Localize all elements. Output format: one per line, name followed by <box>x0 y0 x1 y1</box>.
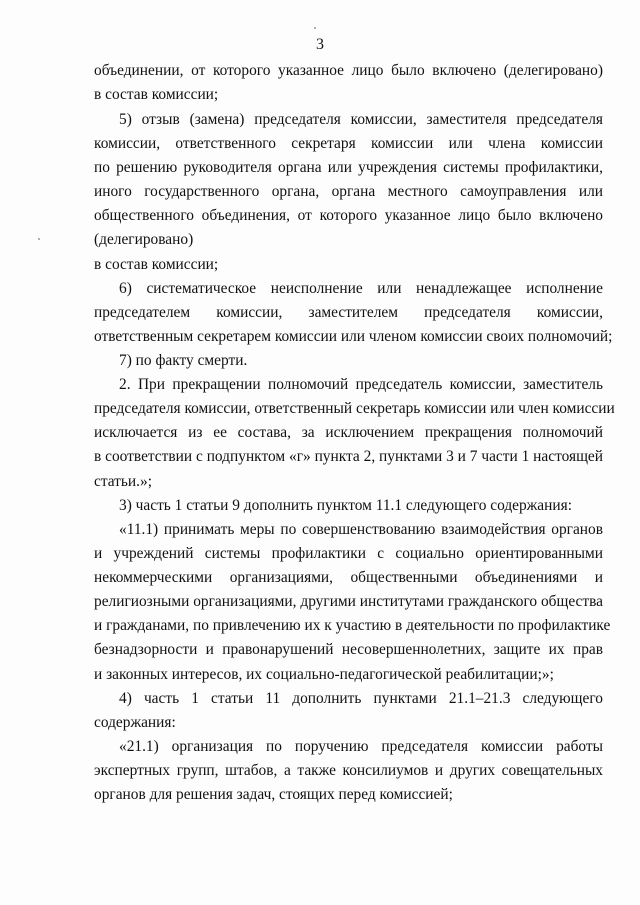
text-line: комиссии, ответственного секретаря комиссии или члена комиссии <box>94 135 603 152</box>
text-line: в состав комиссии; <box>94 86 219 103</box>
text-line: и гражданами, по привлечению их к участию в деятельности по профилактике <box>94 617 611 634</box>
text-line: общественного объединения, от которого указанное лицо было включено <box>94 207 603 224</box>
text-line: ответственным секретарем комиссии или членом комиссии своих полномочий; <box>94 328 613 345</box>
text-line: и законных интересов, их социально-педагогической реабилитации;»; <box>94 666 554 683</box>
text-line: органов для решения задач, стоящих перед комиссией; <box>94 786 453 803</box>
text-line: объединении, от которого указанное лицо было включено (делегировано) <box>94 62 603 79</box>
scan-speck <box>38 238 40 240</box>
text-line: содержания: <box>94 714 176 731</box>
text-line: председателем комиссии, заместителем председателя комиссии, <box>94 304 603 321</box>
text-line: 2. При прекращении полномочий председатель комиссии, заместитель <box>119 376 603 393</box>
page-number: 3 <box>316 36 324 53</box>
text-line: иного государственного органа, органа местного самоуправления или <box>94 183 603 200</box>
text-line: по решению руководителя органа или учреждения системы профилактики, <box>94 159 603 176</box>
text-line: 7) по факту смерти. <box>119 352 248 369</box>
text-line: экспертных групп, штабов, а также консилиумов и других совещательных <box>94 762 603 779</box>
text-line: 3) часть 1 статьи 9 дополнить пунктом 11.1 следующего содержания: <box>119 497 572 514</box>
text-line: безнадзорности и правонарушений несовершеннолетних, защите их прав <box>94 641 603 658</box>
scan-speck <box>314 27 316 29</box>
text-line: некоммерческими организациями, общественными объединениями и <box>94 569 603 586</box>
text-line: «11.1) принимать меры по совершенствованию взаимодействия органов <box>119 521 603 538</box>
text-line: 5) отзыв (замена) председателя комиссии, заместителя председателя <box>119 111 603 128</box>
text-line: в состав комиссии; <box>94 256 219 273</box>
text-line: (делегировано) <box>94 231 194 248</box>
text-line: статьи.»; <box>94 473 152 490</box>
text-line: в соответствии с подпунктом «г» пункта 2, пунктами 3 и 7 части 1 настоящей <box>94 448 603 465</box>
text-line: 6) систематическое неисполнение или ненадлежащее исполнение <box>119 280 603 297</box>
text-line: и учреждений системы профилактики с социально ориентированными <box>94 545 603 562</box>
text-line: исключается из ее состава, за исключением прекращения полномочий <box>94 424 603 441</box>
text-line: 4) часть 1 статьи 11 дополнить пунктами 21.1–21.3 следующего <box>119 690 603 707</box>
text-line: религиозными организациями, другими институтами гражданского общества <box>94 593 603 610</box>
text-line: председателя комиссии, ответственный секретарь комиссии или член комиссии <box>94 400 615 417</box>
text-line: «21.1) организация по поручению председателя комиссии работы <box>119 738 603 755</box>
